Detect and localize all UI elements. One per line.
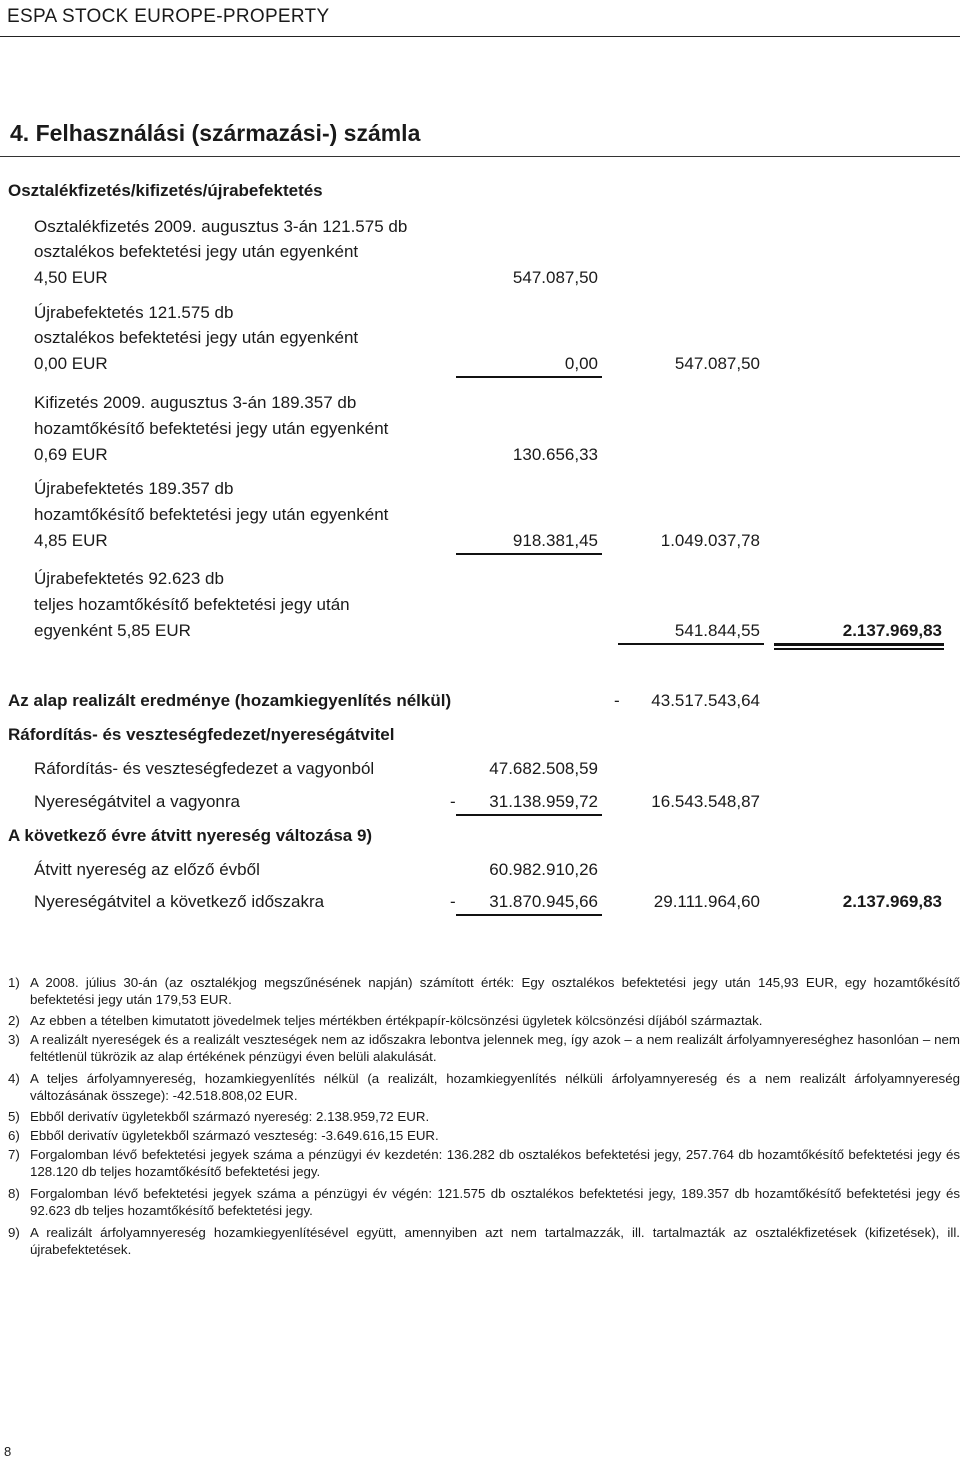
row2-line2: osztalékos befektetési jegy után egyenként <box>34 328 359 347</box>
row4-line2: hozamtőkésítő befektetési jegy után egyenként <box>34 505 389 524</box>
cover-b-sign: - <box>450 792 456 811</box>
footnote-number: 8) <box>8 1186 20 1201</box>
footnote-text: A realizált árfolyamnyereség hozamkiegyenlítésével együtt, amennyiben azt nem tartalmazzák, ill. tartalmazták az osztalékfizetések (kifizetések), ill. újrabefektetések. <box>30 1225 960 1257</box>
row1-line3: 4,50 EUR <box>34 268 108 287</box>
footnote-text: Forgalomban lévő befektetési jegyek száma a pénzügyi év végén: 121.575 db osztalékos befektetési jegy, 189.357 db hozamtőkésítő befektetési jegy és 92.623 db teljes hozamtőkésítő befektetési jegy. <box>30 1186 960 1218</box>
row1-line2: osztalékos befektetési jegy után egyenként <box>34 242 359 261</box>
footnote-text: A teljes árfolyamnyereség, hozamkiegyenlítés nélkül (a realizált, hozamkiegyenlítés nélküli árfolyamnyereség és a nem realizált árfolyamnyereség változásának összege): -42.518.808,02 EUR. <box>30 1071 960 1103</box>
footnote-number: 2) <box>8 1013 20 1028</box>
footnote-number: 7) <box>8 1147 20 1162</box>
row2-underline <box>456 376 602 378</box>
footnote-number: 5) <box>8 1109 20 1124</box>
cover-a-value: 47.682.508,59 <box>489 759 598 778</box>
cover-underline <box>456 814 602 816</box>
section-title: 4. Felhasználási (származási-) számla <box>10 120 421 146</box>
result-value: 43.517.543,64 <box>651 691 760 710</box>
row4-line3: 4,85 EUR <box>34 531 108 550</box>
row5-underline <box>618 643 764 645</box>
row2-col1: 0,00 <box>564 354 598 373</box>
footnote-number: 1) <box>8 975 20 990</box>
header-divider <box>0 36 960 37</box>
footnote-text: Az ebben a tételben kimutatott jövedelmek teljes mértékben értékpapír-kölcsönzési ügyletek kölcsönzési díjából származtak. <box>30 1013 763 1028</box>
carry-underline <box>456 914 602 916</box>
cover-a-label: Ráfordítás- és veszteségfedezet a vagyonból <box>34 759 375 778</box>
row4-line1: Újrabefektetés 189.357 db <box>34 479 234 498</box>
row2-line1: Újrabefektetés 121.575 db <box>34 303 234 322</box>
row5-total-double-underline <box>774 648 944 650</box>
carry-b-value: 31.870.945,66 <box>489 892 598 911</box>
footnote-text: A realizált nyereségek és a realizált veszteségek nem az időszakra lebontva jelennek meg, így azok – a nem realizált árfolyamnyereséghez hasonlóan – nem feltétlenül tükrözik az alap értékének pénzügyi éven belüli alakulását. <box>30 1032 960 1064</box>
row3-col1: 130.656,33 <box>512 445 598 464</box>
row3-line2: hozamtőkésítő befektetési jegy után egyenként <box>34 419 389 438</box>
cover-b-value: 31.138.959,72 <box>489 792 598 811</box>
row5-total-underline <box>774 643 944 646</box>
result-label: Az alap realizált eredménye (hozamkiegyenlítés nélkül) <box>8 691 452 710</box>
footnote-text: Ebből derivatív ügyletekből származó veszteség: -3.649.616,15 EUR. <box>30 1128 439 1143</box>
row4-underline <box>456 553 602 555</box>
carry-title: A következő évre átvitt nyereség változása 9) <box>8 826 373 845</box>
footnote-text: A 2008. július 30-án (az osztalékjog megszűnésének napján) számított érték: Egy osztalékos befektetési jegy után 145,93 EUR, egy hozamtőkésítő befektetési jegy után 179,53 EUR. <box>30 975 960 1007</box>
row4-col2: 1.049.037,78 <box>660 531 760 550</box>
section-subtitle: Osztalékfizetés/kifizetés/újrabefektetés <box>8 181 323 200</box>
carry-a-label: Átvitt nyereség az előző évből <box>34 860 260 879</box>
page-number: 8 <box>4 1444 12 1459</box>
footnote-number: 6) <box>8 1128 20 1143</box>
carry-b-label: Nyereségátvitel a következő időszakra <box>34 892 325 911</box>
footnote-number: 9) <box>8 1225 20 1240</box>
row3-line1: Kifizetés 2009. augusztus 3-án 189.357 db <box>34 393 357 412</box>
carry-b-total: 29.111.964,60 <box>653 892 760 911</box>
carry-b-sign: - <box>450 892 456 911</box>
footnote-text: Ebből derivatív ügyletekből származó nyereség: 2.138.959,72 EUR. <box>30 1109 430 1124</box>
footnote-number: 3) <box>8 1032 20 1047</box>
result-sign: - <box>614 691 620 710</box>
row5-line2: teljes hozamtőkésítő befektetési jegy után <box>34 595 350 614</box>
row5-line1: Újrabefektetés 92.623 db <box>34 569 224 588</box>
cover-title: Ráfordítás- és veszteségfedezet/nyereségátvitel <box>8 725 395 744</box>
cover-b-total: 16.543.548,87 <box>651 792 760 811</box>
row1-col1: 547.087,50 <box>512 268 598 287</box>
carry-a-value: 60.982.910,26 <box>489 860 598 879</box>
row2-col2: 547.087,50 <box>674 354 760 373</box>
row1-line1: Osztalékfizetés 2009. augusztus 3-án 121.575 db <box>34 217 408 236</box>
row2-line3: 0,00 EUR <box>34 354 108 373</box>
row4-col1: 918.381,45 <box>512 531 598 550</box>
row5-col3-total: 2.137.969,83 <box>842 621 942 640</box>
row5-col2: 541.844,55 <box>674 621 760 640</box>
footnote-text: Forgalomban lévő befektetési jegyek száma a pénzügyi év kezdetén: 136.282 db osztalékos befektetési jegy, 257.764 db hozamtőkésítő befektetési jegy és 128.120 db teljes hozamtőkésítő befektetési jegy. <box>30 1147 960 1179</box>
row3-line3: 0,69 EUR <box>34 445 108 464</box>
footnote-number: 4) <box>8 1071 20 1086</box>
row5-line3: egyenként 5,85 EUR <box>34 621 191 640</box>
carry-grand-total: 2.137.969,83 <box>842 892 942 911</box>
header-title: ESPA STOCK EUROPE-PROPERTY <box>7 6 330 27</box>
title-divider <box>0 156 960 157</box>
cover-b-label: Nyereségátvitel a vagyonra <box>34 792 241 811</box>
